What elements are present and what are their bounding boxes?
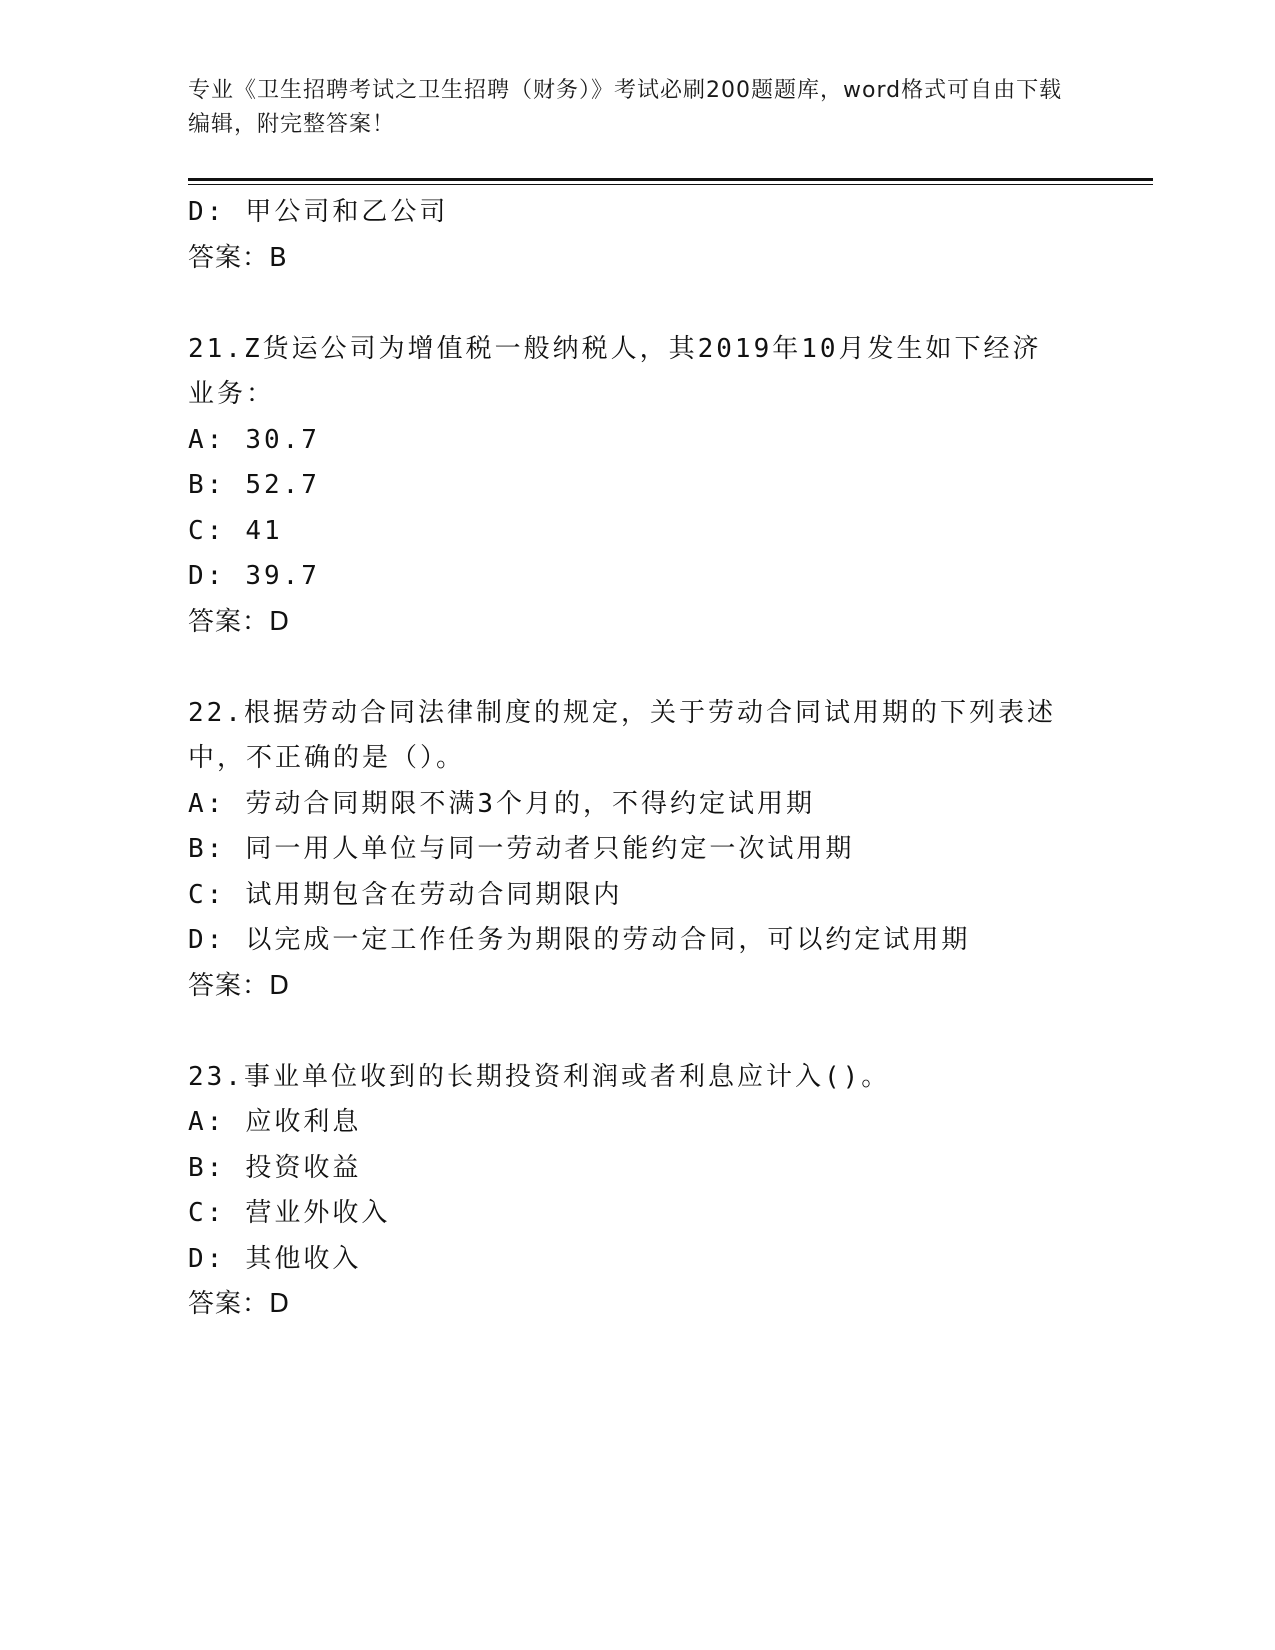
question-21-option-d — [188, 554, 1088, 600]
option-label: D: — [188, 925, 226, 955]
option-text: 39.7 — [245, 561, 320, 591]
option-label: C: — [188, 515, 226, 546]
option-label: D: — [188, 197, 226, 227]
question-23-option-a — [188, 1100, 1088, 1146]
question-21-option-b — [188, 463, 1088, 509]
question-23-text: 23.事业单位收到的长期投资利润或者利息应计入()。 — [188, 1061, 891, 1092]
option-text: 劳动合同期限不满3个月的，不得约定试用期 — [245, 788, 815, 819]
question-21-text: 21.Z货运公司为增值税一般纳税人，其2019年10月发生如下经济业务： — [188, 333, 1042, 409]
option-label: D: — [188, 561, 226, 591]
option-text: 同一用人单位与同一劳动者只能约定一次试用期 — [245, 834, 855, 864]
question-22-option-d — [188, 918, 1088, 964]
option-label: B: — [188, 1152, 226, 1183]
option-label: A: — [188, 1107, 226, 1137]
question-22-text: 22.根据劳动合同法律制度的规定，关于劳动合同试用期的下列表述中，不正确的是（）。 — [188, 697, 1056, 773]
question-22-option-b — [188, 827, 1088, 873]
question-21-option-a — [188, 418, 1088, 464]
header-rule-thick — [188, 178, 1153, 181]
option-text: 其他收入 — [245, 1243, 362, 1274]
option-label: C: — [188, 1198, 226, 1228]
option-text: 试用期包含在劳动合同期限内 — [245, 879, 623, 910]
option-text: 应收利息 — [245, 1107, 362, 1137]
option-text: 甲公司和乙公司 — [245, 197, 449, 227]
question-22-answer: 答案：D — [188, 970, 291, 1001]
option-text: 以完成一定工作任务为期限的劳动合同，可以约定试用期 — [245, 925, 971, 955]
option-label: A: — [188, 424, 226, 455]
option-text: 52.7 — [245, 470, 320, 500]
option-label: B: — [188, 834, 226, 864]
document-header: 专业《卫生招聘考试之卫生招聘（财务）》考试必刷200题题库，word格式可自由下载编辑，附完整答案！ — [188, 78, 1063, 137]
option-text: 41 — [245, 515, 283, 546]
option-text: 投资收益 — [245, 1152, 362, 1183]
question-23-option-d — [188, 1237, 1088, 1283]
question-23-answer: 答案：D — [188, 1289, 291, 1319]
question-22-option-c — [188, 873, 1088, 919]
prev-option-d — [188, 190, 1088, 236]
option-text: 营业外收入 — [245, 1198, 391, 1228]
option-label: B: — [188, 470, 226, 500]
option-label: A: — [188, 788, 226, 819]
prev-answer: 答案：B — [188, 242, 288, 273]
question-22-option-a — [188, 782, 1088, 828]
question-21-option-c — [188, 509, 1088, 555]
question-content — [188, 190, 1088, 1328]
question-23-option-b — [188, 1146, 1088, 1192]
question-23-option-c — [188, 1191, 1088, 1237]
option-text: 30.7 — [245, 424, 320, 455]
header-rule-thin — [188, 184, 1153, 185]
question-21-answer: 答案：D — [188, 606, 291, 637]
option-label: D: — [188, 1243, 226, 1274]
option-label: C: — [188, 879, 226, 910]
